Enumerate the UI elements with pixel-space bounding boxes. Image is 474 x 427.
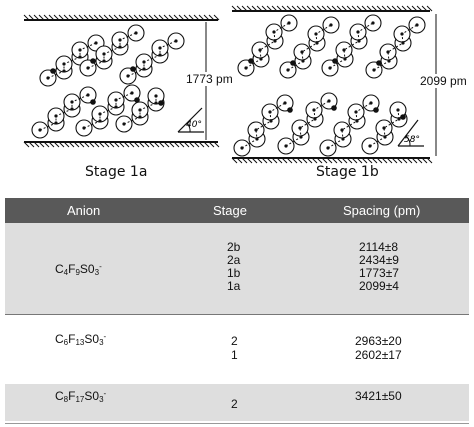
stage-1a-spacing-label: 1773 pm <box>186 72 233 86</box>
stage-cell: 2 <box>231 397 238 411</box>
stage-cell: 1b <box>227 266 241 280</box>
stage-1b-caption: Stage 1b <box>316 164 379 180</box>
stage-cell: 1 <box>231 348 238 362</box>
stage-cell: 1a <box>227 279 241 293</box>
stage-diagram <box>0 0 474 196</box>
table-row <box>5 315 469 381</box>
stage-1b-diagram <box>232 6 436 163</box>
stage-cell: 2 <box>231 334 238 348</box>
table-header-row <box>5 198 469 223</box>
spacing-table <box>5 198 469 425</box>
header-anion: Anion <box>67 203 101 218</box>
stage-1a-angle: 40° <box>186 120 202 130</box>
spacing-cell: 2963±20 <box>355 334 402 348</box>
stage-cell: 2a <box>227 253 241 267</box>
spacing-cell: 2114±8 <box>359 240 399 254</box>
stage-1a-molecules <box>32 25 184 138</box>
spacing-cell: 3421±50 <box>355 389 402 403</box>
table-bottom-rule <box>5 423 469 424</box>
anion-cell: $C_6F_{13}S0_3^-$ <box>55 332 107 347</box>
stage-1b-molecules <box>234 15 425 156</box>
stage-1b-spacing-label: 2099 pm <box>420 74 467 88</box>
intercalation-figure <box>0 0 474 196</box>
spacing-cell: 1773±7 <box>359 266 399 280</box>
table-row <box>5 223 469 314</box>
header-stage: Stage <box>213 203 247 218</box>
spacing-cell: 2099±4 <box>359 279 399 293</box>
anion-cell: $C_4F_9S0_3^-$ <box>55 262 102 277</box>
stage-1a-angle-marker <box>178 108 204 132</box>
stage-1b-angle: 58° <box>404 135 420 145</box>
stage-cell: 2b <box>227 240 241 254</box>
spacing-cell: 2434±9 <box>359 253 399 267</box>
header-spacing: Spacing (pm) <box>343 203 421 218</box>
table-row <box>5 384 469 421</box>
anion-cell: $C_8F_{17}S0_3^-$ <box>55 389 107 404</box>
stage-1a-caption: Stage 1a <box>85 164 148 180</box>
spacing-cell: 2602±17 <box>355 348 402 362</box>
